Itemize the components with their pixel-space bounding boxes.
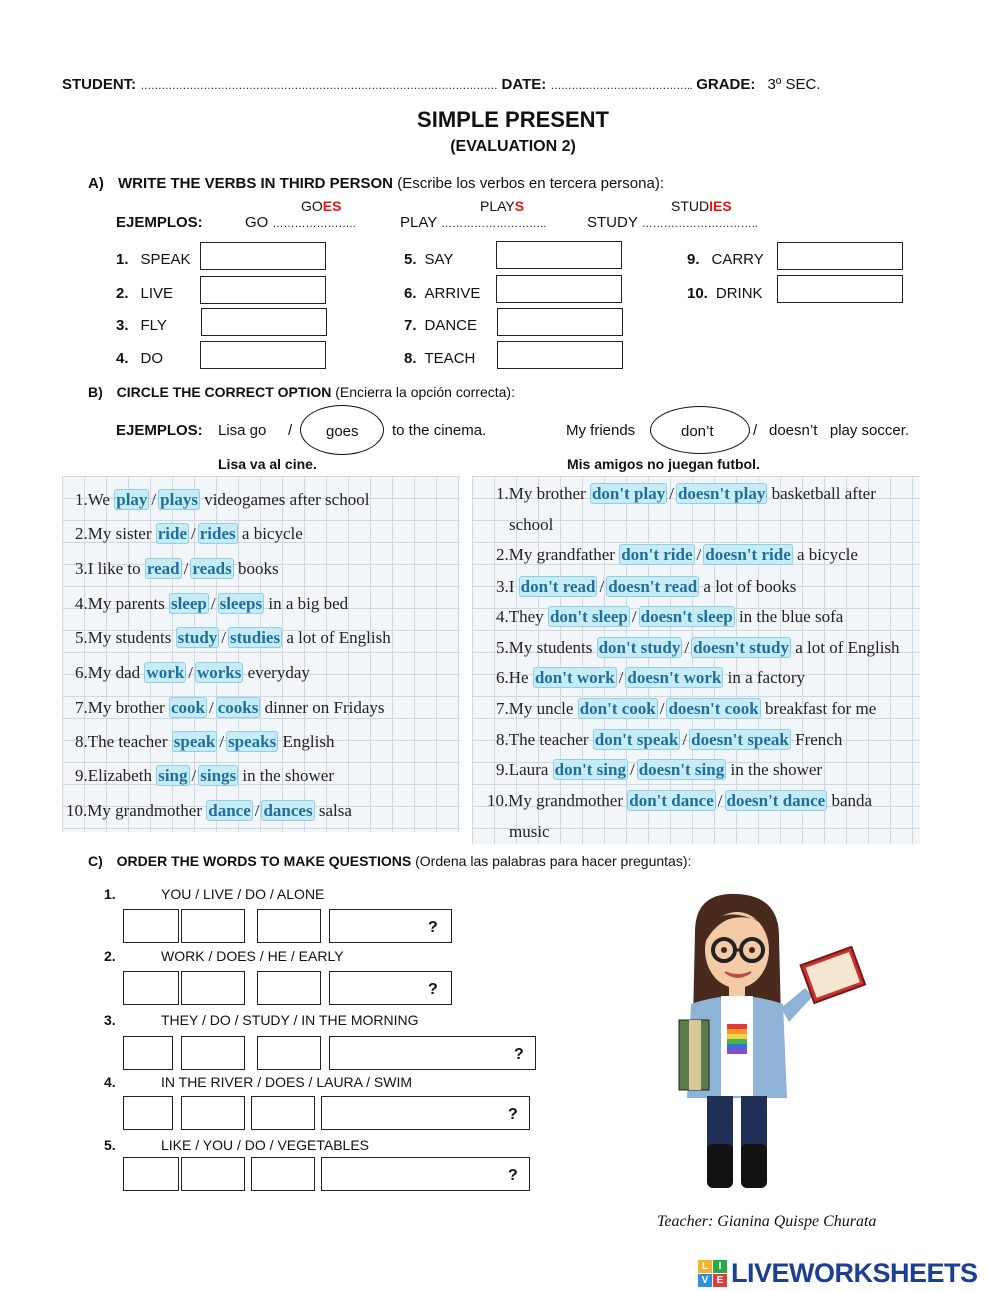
c-3-word-box-4[interactable] (329, 1036, 536, 1070)
option-separator: / (599, 577, 605, 596)
b-left-row (75, 698, 385, 718)
section-c-label: C) (88, 853, 103, 869)
b-right-row (496, 730, 842, 750)
c-1-word-box-2[interactable] (181, 909, 245, 943)
section-b-examples-label: EJEMPLOS: (116, 422, 203, 439)
c-5-question-mark: ? (508, 1167, 518, 1184)
row-ending: in the blue sofa (738, 607, 844, 626)
row-subject: We (87, 490, 110, 509)
option-separator: / (254, 801, 260, 820)
example-plays-stem: PLAY (480, 198, 515, 214)
row-number: 1. (496, 484, 509, 503)
c-4-word-box-2[interactable] (181, 1096, 245, 1130)
row-number: 3. (75, 559, 88, 578)
example-play (400, 214, 546, 231)
c-item-1-num: 1. (104, 886, 116, 902)
option-separator: / (629, 760, 635, 779)
b-right-row (496, 668, 805, 688)
a-answer-box-1[interactable] (200, 242, 326, 270)
a-answer-box-10[interactable] (777, 275, 903, 303)
option-1-button[interactable]: don't dance (629, 791, 714, 810)
row-subject: They (508, 607, 544, 626)
row-ending: a lot of English (286, 628, 391, 647)
b-example-2-slash: / (753, 422, 758, 439)
b-left-row (75, 732, 334, 752)
option-1-button[interactable]: play (116, 490, 148, 509)
b-right-row-continuation: music (509, 822, 550, 841)
logo-letter-i: I (713, 1260, 727, 1273)
section-a-heading (88, 175, 664, 192)
a-item-word: CARRY (711, 251, 764, 268)
option-1-button[interactable]: study (177, 628, 218, 647)
b-left-row (75, 663, 310, 683)
a-item-num: 1. (116, 251, 129, 268)
b-right-row (496, 577, 796, 597)
option-1-button[interactable]: don't sing (554, 760, 626, 779)
a-answer-box-2[interactable] (200, 276, 326, 304)
row-number: 6. (496, 668, 509, 687)
a-item-word: FLY (140, 317, 167, 334)
row-subject: My brother (87, 698, 165, 717)
row-number: 7. (75, 698, 88, 717)
example-plays-suffix: S (514, 198, 525, 214)
option-separator: / (618, 668, 624, 687)
option-2-button[interactable]: doesn't ride (705, 545, 791, 564)
row-number: 9. (496, 760, 509, 779)
option-separator: / (191, 524, 196, 543)
option-2-button[interactable]: dances (263, 801, 313, 820)
a-item-7 (404, 317, 477, 334)
b-example-2-circled: don’t (681, 423, 714, 440)
row-ending: everyday (247, 663, 310, 682)
row-number: 3. (496, 577, 509, 596)
option-1-button[interactable]: don't sleep (549, 607, 628, 626)
teacher-signature: Teacher: Gianina Quispe Churata (657, 1213, 877, 1230)
row-number: 8. (75, 732, 88, 751)
row-subject: My parents (87, 594, 165, 613)
a-item-word: SAY (424, 251, 454, 268)
example-plays-answer (480, 198, 524, 214)
logo-letter-l: L (698, 1260, 712, 1273)
a-item-num: 9. (687, 251, 700, 268)
row-ending: dinner on Fridays (264, 698, 385, 717)
c-5-word-box-3[interactable] (251, 1157, 315, 1191)
c-5-word-box-2[interactable] (181, 1157, 245, 1191)
option-1-button[interactable]: don't ride (621, 545, 693, 564)
c-2-question-mark: ? (428, 981, 438, 998)
section-b-heading (88, 384, 515, 400)
b-right-row (496, 760, 822, 780)
option-1-button[interactable]: sleep (170, 594, 207, 613)
row-subject: Elizabeth (87, 766, 152, 785)
c-5-word-box-4[interactable] (321, 1157, 530, 1191)
a-item-5 (404, 251, 453, 268)
option-1-button[interactable]: don't read (520, 577, 596, 596)
section-b-title: CIRCLE THE CORRECT OPTION (116, 384, 332, 400)
a-item-8 (404, 350, 475, 367)
row-subject: My grandfather (508, 545, 615, 564)
row-ending: a lot of English (795, 638, 900, 657)
option-2-button[interactable]: reads (192, 559, 232, 578)
row-number: 10. (66, 801, 88, 820)
c-item-2-words: WORK / DOES / HE / EARLY (161, 948, 344, 964)
example-goes-suffix: ES (322, 198, 342, 214)
a-item-word: LIVE (140, 285, 174, 302)
b-right-row (496, 638, 900, 658)
row-number: 10. (487, 791, 509, 810)
section-c-note: (Ordena las palabras para hacer preguntas): (415, 853, 692, 869)
b-right-row (496, 545, 858, 565)
b-example-1-pre: Lisa go (218, 422, 267, 439)
grade-label: GRADE: (696, 76, 756, 93)
section-a-title: WRITE THE VERBS IN THIRD PERSON (118, 175, 394, 192)
option-separator: / (188, 663, 193, 682)
option-2-button[interactable]: doesn't sleep (640, 607, 733, 626)
row-number: 8. (496, 730, 509, 749)
a-item-10 (687, 285, 763, 302)
option-2-button[interactable]: speaks (228, 732, 277, 751)
b-example-1-translation: Lisa va al cine. (218, 456, 317, 472)
option-1-button[interactable]: don't play (591, 484, 666, 503)
c-item-1-words: YOU / LIVE / DO / ALONE (161, 886, 325, 902)
example-goes-stem: GO (301, 198, 323, 214)
option-1-button[interactable]: ride (157, 524, 188, 543)
row-number: 2. (496, 545, 509, 564)
row-ending: French (795, 730, 843, 749)
c-3-question-mark: ? (514, 1046, 524, 1063)
option-separator: / (684, 638, 690, 657)
option-1-button[interactable]: don't study (598, 638, 681, 657)
row-ending: a lot of books (703, 577, 797, 596)
row-number: 5. (496, 638, 509, 657)
option-separator: / (221, 628, 227, 647)
example-play-word: PLAY (400, 214, 437, 231)
c-item-4-words: IN THE RIVER / DOES / LAURA / SWIM (161, 1074, 413, 1090)
b-example-1-circled: goes (326, 423, 359, 440)
b-right-row (487, 791, 872, 811)
b-left-row (75, 524, 303, 544)
row-subject: My uncle (508, 699, 574, 718)
option-separator: / (208, 698, 214, 717)
section-c-title: ORDER THE WORDS TO MAKE QUESTIONS (116, 853, 412, 869)
option-separator: / (717, 791, 723, 810)
row-subject: He (508, 668, 529, 687)
row-ending: English (282, 732, 335, 751)
option-1-button[interactable]: speak (173, 732, 216, 751)
b-left-row (75, 559, 279, 579)
row-ending: breakfast for me (764, 699, 877, 718)
a-answer-box-8[interactable] (497, 341, 623, 369)
row-ending: in the shower (730, 760, 823, 779)
a-answer-box-4[interactable] (200, 341, 326, 369)
option-2-button[interactable]: doesn't cook (668, 699, 759, 718)
date-field[interactable]: ………………………………….. (550, 80, 693, 92)
student-label: STUDENT: (62, 76, 137, 93)
a-answer-box-5[interactable] (496, 241, 622, 269)
option-1-button[interactable]: read (146, 559, 180, 578)
a-item-num: 6. (404, 285, 417, 302)
c-item-3-num: 3. (104, 1012, 116, 1028)
logo-letter-e: E (713, 1274, 727, 1287)
option-2-button[interactable]: doesn't read (608, 577, 698, 596)
example-go-dots: ………………….. (272, 218, 356, 230)
option-1-button[interactable]: don't cook (579, 699, 656, 718)
a-item-word: DANCE (424, 317, 478, 334)
option-2-button[interactable]: doesn't work (627, 668, 722, 687)
option-separator: / (682, 730, 688, 749)
b-example-2-translation: Mis amigos no juegan futbol. (567, 456, 760, 472)
option-2-button[interactable]: cooks (217, 698, 259, 717)
b-example-1-post: to the cinema. (392, 422, 487, 439)
option-separator: / (210, 594, 216, 613)
a-answer-box-7[interactable] (497, 308, 623, 336)
a-item-num: 10. (687, 285, 708, 302)
option-2-button[interactable]: rides (199, 524, 236, 543)
b-right-row (496, 699, 876, 719)
row-subject: My dad (87, 663, 141, 682)
a-item-num: 4. (116, 350, 129, 367)
c-2-word-box-3[interactable] (257, 971, 321, 1005)
c-item-3-words: THEY / DO / STUDY / IN THE MORNING (161, 1012, 419, 1028)
row-ending: videogames after school (204, 490, 370, 509)
b-example-1-slash: / (288, 422, 293, 439)
example-study-dots: ………………………….. (641, 218, 758, 230)
row-subject: My grandmother (508, 791, 623, 810)
row-ending: salsa (318, 801, 352, 820)
option-2-button[interactable]: doesn't play (677, 484, 766, 503)
option-1-button[interactable]: don't speak (594, 730, 679, 749)
option-1-button[interactable]: don't work (534, 668, 615, 687)
row-subject: My sister (87, 524, 152, 543)
page-subtitle: (EVALUATION 2) (450, 138, 576, 155)
option-2-button[interactable]: doesn't study (693, 638, 789, 657)
c-4-word-box-3[interactable] (251, 1096, 315, 1130)
a-answer-box-6[interactable] (496, 275, 622, 303)
option-separator: / (659, 699, 665, 718)
liveworksheets-logo (698, 1258, 978, 1289)
c-3-word-box-2[interactable] (181, 1036, 245, 1070)
c-2-word-box-1[interactable] (123, 971, 179, 1005)
c-1-word-box-1[interactable] (123, 909, 179, 943)
row-subject: Laura (508, 760, 549, 779)
section-b-note: (Encierra la opción correcta): (335, 384, 515, 400)
logo-letter-v: V (698, 1274, 712, 1287)
a-item-6 (404, 285, 480, 302)
row-ending: in a factory (727, 668, 806, 687)
row-subject: I like to (87, 559, 141, 578)
section-a-examples-label: EJEMPLOS: (116, 214, 203, 231)
row-ending: basketball after (771, 484, 876, 503)
row-subject: My brother (508, 484, 586, 503)
c-3-word-box-1[interactable] (123, 1036, 173, 1070)
row-subject: My grandmother (87, 801, 202, 820)
row-subject: The teacher (87, 732, 168, 751)
option-1-button[interactable]: cook (170, 698, 205, 717)
row-number: 2. (75, 524, 88, 543)
row-ending: banda (831, 791, 873, 810)
row-subject: My students (87, 628, 172, 647)
row-subject: The teacher (508, 730, 589, 749)
row-number: 4. (496, 607, 509, 626)
a-item-word: TEACH (424, 350, 476, 367)
c-2-word-box-2[interactable] (181, 971, 245, 1005)
a-item-num: 2. (116, 285, 129, 302)
a-answer-box-3[interactable] (201, 308, 327, 336)
page-title: SIMPLE PRESENT (417, 107, 609, 132)
option-separator: / (151, 490, 157, 509)
row-number: 1. (75, 490, 88, 509)
a-item-9 (687, 251, 764, 268)
option-1-button[interactable]: sing (158, 766, 188, 785)
example-studies-suffix: IES (709, 198, 732, 214)
brand-name: LIVEWORKSHEETS (731, 1258, 978, 1288)
a-item-num: 3. (116, 317, 129, 334)
row-number: 7. (496, 699, 509, 718)
a-answer-box-9[interactable] (777, 242, 903, 270)
a-item-3 (116, 317, 167, 334)
row-ending: in a big bed (268, 594, 349, 613)
b-right-row (496, 607, 843, 627)
b-right-row-continuation: school (509, 515, 554, 534)
row-number: 4. (75, 594, 88, 613)
c-1-question-mark: ? (428, 919, 438, 936)
row-number: 6. (75, 663, 88, 682)
c-4-question-mark: ? (508, 1106, 518, 1123)
c-item-5-num: 5. (104, 1137, 116, 1153)
example-go-word: GO (245, 214, 269, 231)
c-3-word-box-3[interactable] (257, 1036, 321, 1070)
student-field[interactable]: ………………………………………………………………………………………… (140, 80, 498, 92)
c-1-word-box-3[interactable] (257, 909, 321, 943)
row-ending: books (237, 559, 279, 578)
example-study (587, 214, 758, 231)
example-study-word: STUDY (587, 214, 638, 231)
row-ending: in the shower (242, 766, 334, 785)
b-right-row (496, 484, 876, 504)
row-number: 9. (75, 766, 88, 785)
a-item-num: 7. (404, 317, 417, 334)
example-play-dots: ……………………….. (441, 218, 547, 230)
option-2-button[interactable]: doesn't dance (726, 791, 826, 810)
c-item-2-num: 2. (104, 948, 116, 964)
option-1-button[interactable]: work (146, 663, 185, 682)
a-item-word: DRINK (715, 285, 763, 302)
logo-mark-icon (698, 1260, 727, 1287)
option-2-button[interactable]: sleeps (219, 594, 263, 613)
student-line (62, 76, 821, 93)
row-number: 5. (75, 628, 88, 647)
a-item-word: SPEAK (140, 251, 191, 268)
a-item-num: 5. (404, 251, 417, 268)
option-2-button[interactable]: doesn't sing (638, 760, 725, 779)
a-item-2 (116, 285, 173, 302)
option-separator: / (696, 545, 702, 564)
a-item-1 (116, 251, 191, 268)
c-4-word-box-1[interactable] (123, 1096, 173, 1130)
option-2-button[interactable]: sings (200, 766, 237, 785)
c-item-5-words: LIKE / YOU / DO / VEGETABLES (161, 1137, 369, 1153)
option-separator: / (219, 732, 225, 751)
a-item-word: ARRIVE (424, 285, 481, 302)
b-example-2-pre: My friends (566, 422, 636, 439)
row-ending: a bicycle (241, 524, 303, 543)
example-goes-answer (301, 198, 341, 214)
row-subject: My students (508, 638, 593, 657)
teacher-avatar-illustration (655, 892, 875, 1194)
example-studies-stem: STUD (671, 198, 710, 214)
option-2-button[interactable]: works (196, 663, 242, 682)
option-2-button[interactable]: plays (160, 490, 198, 509)
option-separator: / (183, 559, 189, 578)
option-2-button[interactable]: studies (230, 628, 281, 647)
row-subject: I (508, 577, 515, 596)
a-item-num: 8. (404, 350, 417, 367)
c-item-4-num: 4. (104, 1074, 116, 1090)
b-left-row (75, 594, 348, 614)
section-a-label: A) (88, 175, 104, 192)
option-separator: / (191, 766, 197, 785)
section-c-heading (88, 853, 691, 869)
b-left-row (75, 490, 369, 510)
a-item-word: DO (140, 350, 164, 367)
date-label: DATE: (501, 76, 547, 93)
example-go (245, 214, 356, 231)
c-5-word-box-1[interactable] (123, 1157, 179, 1191)
b-left-row (66, 801, 352, 821)
b-example-2-post: doesn’t play soccer. (769, 422, 910, 439)
b-left-row (75, 628, 391, 648)
option-2-button[interactable]: doesn't speak (691, 730, 789, 749)
grade-value: 3º SEC. (767, 76, 821, 93)
option-separator: / (669, 484, 674, 503)
row-ending: a bicycle (797, 545, 858, 564)
section-b-label: B) (88, 384, 103, 400)
example-studies-answer (671, 198, 732, 214)
option-1-button[interactable]: dance (208, 801, 251, 820)
c-4-word-box-4[interactable] (321, 1096, 530, 1130)
section-a-note: (Escribe los verbos en tercera persona): (397, 175, 664, 192)
option-separator: / (631, 607, 637, 626)
a-item-4 (116, 350, 163, 367)
b-left-row (75, 766, 334, 786)
